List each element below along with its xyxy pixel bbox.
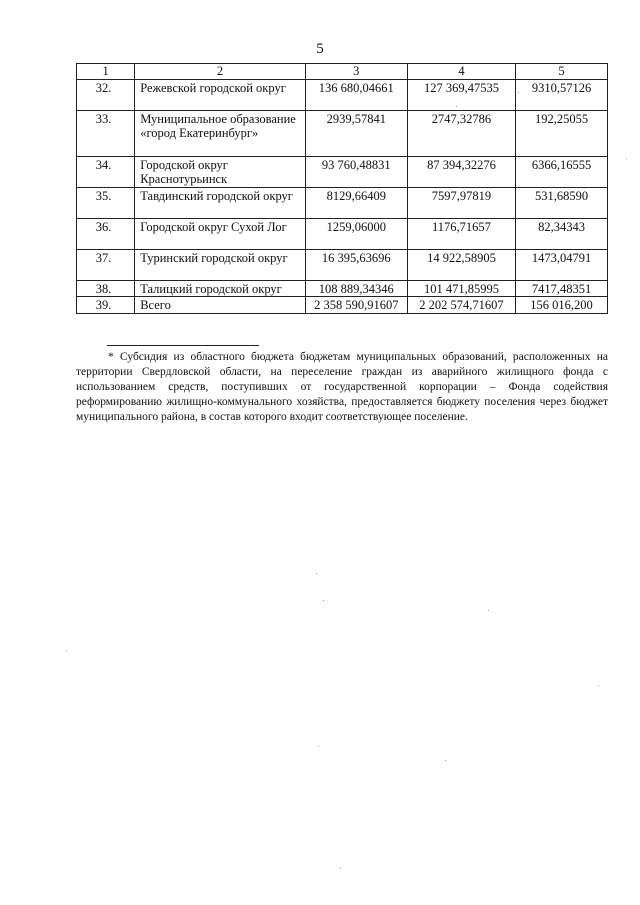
value-col-4: 1176,71657: [407, 218, 515, 249]
value-col-4: 127 369,47535: [407, 79, 515, 110]
value-col-3: 16 395,63696: [305, 249, 407, 280]
municipality-name: Городской округ Краснотурьинск: [135, 156, 306, 187]
subsidy-table: [76, 63, 608, 314]
scan-speck: [626, 158, 627, 159]
row-number: 35.: [77, 187, 135, 218]
scan-speck: [488, 610, 489, 611]
value-col-4: 101 471,85995: [407, 280, 515, 297]
value-col-4: 7597,97819: [407, 187, 515, 218]
scan-speck: [445, 760, 446, 761]
table-row: [77, 187, 608, 218]
value-col-3: 2939,57841: [305, 110, 407, 156]
total-col-4: 2 202 574,71607: [407, 297, 515, 314]
scan-speck: [340, 868, 341, 869]
scan-speck: [66, 650, 67, 651]
footnote-divider: [107, 345, 259, 346]
municipality-name: Талицкий городской округ: [135, 280, 306, 297]
header-col-2: 2: [135, 64, 306, 80]
header-col-4: 4: [407, 64, 515, 80]
header-col-3: 3: [305, 64, 407, 80]
scan-speck: [518, 92, 519, 93]
table-row: [77, 156, 608, 187]
row-number: 36.: [77, 218, 135, 249]
value-col-3: 136 680,04661: [305, 79, 407, 110]
value-col-5: 9310,57126: [516, 79, 608, 110]
value-col-5: 82,34343: [516, 218, 608, 249]
municipality-name: Городской округ Сухой Лог: [135, 218, 306, 249]
value-col-5: 7417,48351: [516, 280, 608, 297]
table-row-total: [77, 297, 608, 314]
scan-speck: [598, 685, 599, 686]
value-col-3: 8129,66409: [305, 187, 407, 218]
municipality-name: Тавдинский городской округ: [135, 187, 306, 218]
municipality-name: Муниципальное образование «город Екатеринбург»: [135, 110, 306, 156]
total-col-5: 156 016,200: [516, 297, 608, 314]
table-row: [77, 249, 608, 280]
scan-speck: [456, 106, 457, 107]
value-col-5: 192,25055: [516, 110, 608, 156]
row-number: 33.: [77, 110, 135, 156]
municipality-name: Туринский городской округ: [135, 249, 306, 280]
value-col-5: 6366,16555: [516, 156, 608, 187]
scan-speck: [316, 573, 317, 574]
page-number: 5: [316, 41, 324, 57]
row-number: 38.: [77, 280, 135, 297]
scan-speck: [318, 746, 319, 747]
value-col-3: 108 889,34346: [305, 280, 407, 297]
municipality-name: Режевской городской округ: [135, 79, 306, 110]
value-col-4: 87 394,32276: [407, 156, 515, 187]
table-row: [77, 280, 608, 297]
table-row: [77, 218, 608, 249]
value-col-3: 1259,06000: [305, 218, 407, 249]
header-col-1: 1: [77, 64, 135, 80]
header-col-5: 5: [516, 64, 608, 80]
value-col-4: 2747,32786: [407, 110, 515, 156]
row-number: 37.: [77, 249, 135, 280]
row-number: 39.: [77, 297, 135, 314]
row-number: 32.: [77, 79, 135, 110]
total-col-3: 2 358 590,91607: [305, 297, 407, 314]
table-row: [77, 110, 608, 156]
value-col-5: 1473,04791: [516, 249, 608, 280]
value-col-3: 93 760,48831: [305, 156, 407, 187]
table-header-row: [77, 64, 608, 80]
value-col-5: 531,68590: [516, 187, 608, 218]
footnote-text: * Субсидия из областного бюджета бюджетам муниципальных образований, расположенных на территории Свердловской области, на переселение граждан из аварийного жилищного фонда с использованием средств, поступивших от государственной корпорации – Фонда содействия реформированию жилищно-коммунального хозяйства, предоставляется бюджету поселения через бюджет муниципального района, в состав которого входит соответствующее поселение.: [76, 351, 608, 423]
scan-speck: [323, 600, 324, 601]
table-row: [77, 79, 608, 110]
total-label: Всего: [135, 297, 306, 314]
row-number: 34.: [77, 156, 135, 187]
value-col-4: 14 922,58905: [407, 249, 515, 280]
